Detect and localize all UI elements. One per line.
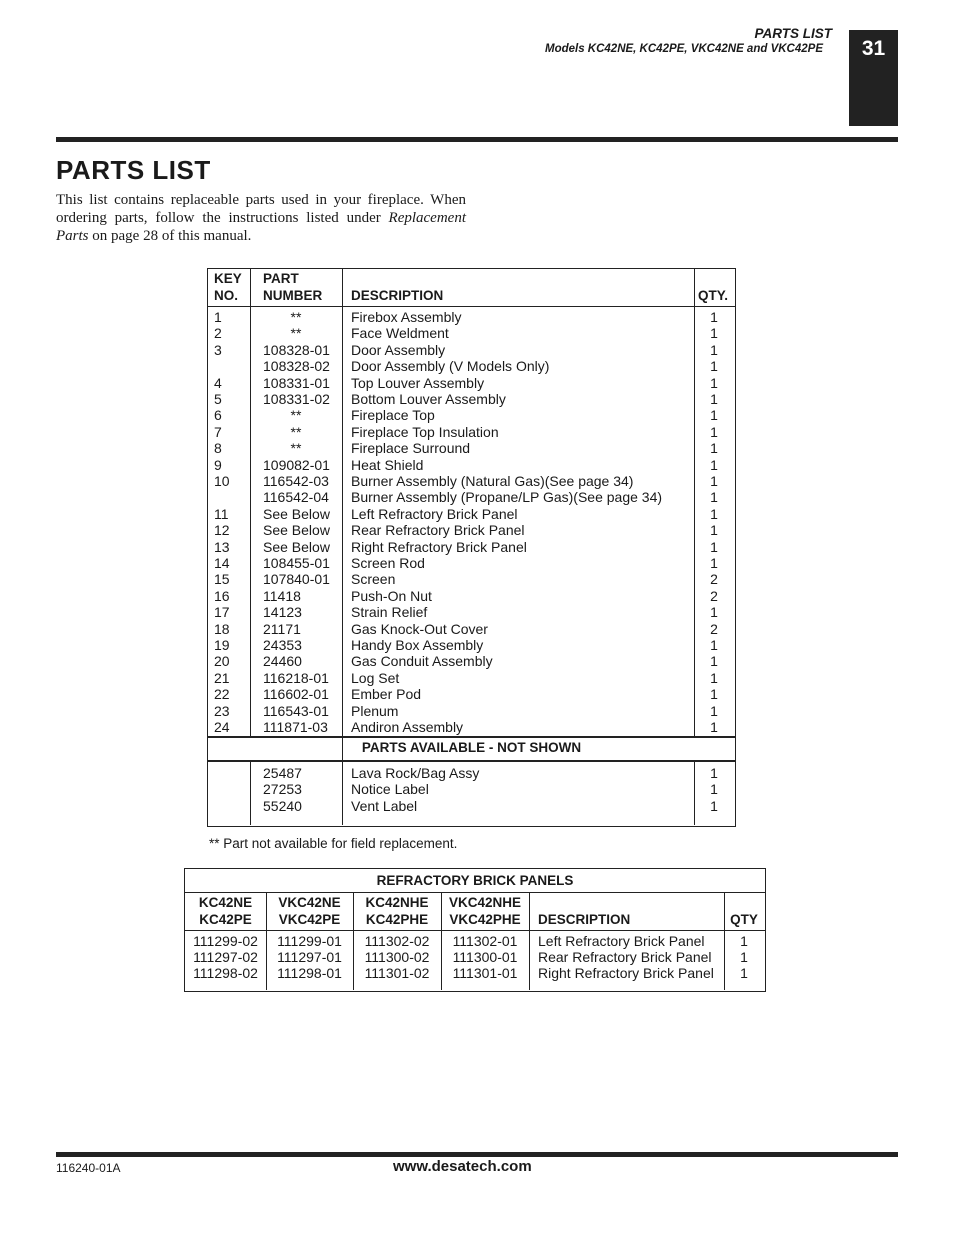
table-row <box>208 375 735 391</box>
description-cell: Right Refractory Brick Panel <box>351 538 527 555</box>
table-row <box>208 424 735 440</box>
table-row <box>208 621 735 637</box>
part-number-cell: 108331-02 <box>263 391 330 407</box>
key-cell: 17 <box>214 604 230 621</box>
description-cell: Vent Label <box>351 797 418 814</box>
key-cell: 11 <box>214 505 229 522</box>
qty-cell: 1 <box>710 765 718 781</box>
brick-header-line: VKC42NHE <box>448 895 522 910</box>
description-cell: Screen Rod <box>351 555 425 571</box>
brick-header-line: KC42PHE <box>365 912 429 927</box>
qty-cell: 1 <box>710 456 718 473</box>
part-number-cell: 25487 <box>263 765 302 781</box>
part-number-cell: 116602-01 <box>263 686 329 703</box>
qty-cell: 1 <box>710 505 718 522</box>
qty-cell: 1 <box>710 653 718 670</box>
brick-cell: 111297-01 <box>277 949 342 965</box>
bottom-rule <box>56 1152 898 1157</box>
intro-text-2: on page 28 of this manual. <box>88 228 252 244</box>
qty-cell: 2 <box>710 571 718 588</box>
part-number-cell: 116218-01 <box>263 669 329 686</box>
band-rule-bottom <box>208 760 735 762</box>
table-row <box>208 440 735 456</box>
table-row <box>208 588 735 604</box>
brick-header-line: KC42NHE <box>365 895 429 910</box>
brick-panels-table <box>184 868 766 992</box>
brick-header-cell <box>353 894 441 928</box>
qty-cell: 1 <box>710 325 718 342</box>
table-row <box>208 457 735 473</box>
key-cell: 21 <box>214 669 230 686</box>
table-row <box>208 637 735 653</box>
part-number-cell: 107840-01 <box>263 571 330 588</box>
brick-header-line <box>724 894 764 911</box>
key-cell: 2 <box>214 325 222 342</box>
brick-cell: 111298-02 <box>193 965 258 981</box>
part-number-cell: 116542-04 <box>263 489 329 506</box>
part-number-cell: 24460 <box>263 653 302 670</box>
part-number-cell: 111871-03 <box>263 719 328 735</box>
brick-header-line: KC42PE <box>199 912 252 927</box>
not-shown-row <box>208 781 735 797</box>
header-key: KEY NO. <box>214 271 242 303</box>
description-cell: Face Weldment <box>351 325 449 342</box>
brick-header-line: DESCRIPTION <box>538 912 631 927</box>
key-cell: 19 <box>214 637 230 653</box>
key-cell: 23 <box>214 702 230 719</box>
key-cell: 7 <box>214 423 222 440</box>
description-cell: Gas Knock-Out Cover <box>351 620 488 637</box>
description-cell: Plenum <box>351 702 399 719</box>
part-number-cell: ** <box>290 423 302 440</box>
key-cell: 14 <box>214 555 230 571</box>
brick-header-line: VKC42NE <box>278 895 341 910</box>
part-number-cell: ** <box>290 309 302 325</box>
qty-cell: 1 <box>710 374 718 391</box>
qty-cell: 1 <box>710 686 718 703</box>
qty-cell: 1 <box>710 407 718 424</box>
qty-cell: 1 <box>710 522 718 539</box>
brick-cell: 111300-01 <box>452 949 518 965</box>
brick-title-rule <box>185 892 765 893</box>
brick-cell: 111300-02 <box>364 949 430 965</box>
brick-header-rule <box>185 930 765 931</box>
key-cell: 12 <box>214 522 230 539</box>
part-number-cell: ** <box>290 407 302 424</box>
qty-cell: 1 <box>710 555 718 571</box>
description-cell: Heat Shield <box>351 456 424 473</box>
brick-cell: 1 <box>740 933 748 949</box>
description-cell: Door Assembly (V Models Only) <box>351 358 550 375</box>
table-row <box>208 325 735 341</box>
description-cell: Fireplace Top <box>351 407 435 424</box>
description-cell: Handy Box Assembly <box>351 637 484 653</box>
part-number-cell: 24353 <box>263 637 302 653</box>
description-cell: Lava Rock/Bag Assy <box>351 765 480 781</box>
intro-text-italic: Replacement Parts <box>56 210 466 244</box>
qty-cell: 1 <box>710 309 718 325</box>
description-cell: Strain Relief <box>351 604 428 621</box>
brick-header-cell <box>724 894 764 928</box>
header-qty: QTY. <box>698 288 729 303</box>
part-number-cell: 14123 <box>263 604 302 621</box>
description-cell: Ember Pod <box>351 686 422 703</box>
key-cell: 3 <box>214 341 222 358</box>
table-row <box>208 670 735 686</box>
description-cell: Log Set <box>351 669 400 686</box>
description-cell: Push-On Nut <box>351 587 432 604</box>
table-row <box>208 358 735 374</box>
brick-header-cell <box>538 894 724 928</box>
brick-cell: 111298-01 <box>277 965 342 981</box>
top-rule <box>56 137 898 142</box>
part-number-cell: 55240 <box>263 797 302 814</box>
brick-table-title: REFRACTORY BRICK PANELS <box>376 873 574 888</box>
qty-cell: 1 <box>710 538 718 555</box>
key-cell: 9 <box>214 456 222 473</box>
intro-paragraph <box>56 191 466 245</box>
page-title: PARTS LIST <box>56 155 211 185</box>
qty-cell: 1 <box>710 489 718 506</box>
brick-header-cell <box>441 894 529 928</box>
table-row <box>208 555 735 571</box>
key-cell: 24 <box>214 719 230 735</box>
part-number-cell: 108331-01 <box>263 374 330 391</box>
qty-cell: 1 <box>710 341 718 358</box>
description-cell: Bottom Louver Assembly <box>351 391 506 407</box>
brick-cell: 111297-02 <box>193 949 258 965</box>
table-row <box>208 522 735 538</box>
table-row <box>208 489 735 505</box>
description-cell: Fireplace Top Insulation <box>351 423 499 440</box>
qty-cell: 1 <box>710 781 718 798</box>
table-row <box>208 473 735 489</box>
part-number-cell: 108455-01 <box>263 555 330 571</box>
qty-cell: 1 <box>710 440 718 457</box>
table-row <box>208 506 735 522</box>
key-cell: 20 <box>214 653 230 670</box>
part-number-cell: 27253 <box>263 781 302 798</box>
description-cell: Notice Label <box>351 781 429 798</box>
qty-cell: 1 <box>710 719 718 735</box>
table-row <box>208 719 735 735</box>
key-cell: 18 <box>214 620 230 637</box>
qty-cell: 2 <box>710 587 718 604</box>
part-number-cell: 116542-03 <box>263 473 329 489</box>
qty-cell: 1 <box>710 391 718 407</box>
running-header-section: PARTS LIST <box>754 26 832 41</box>
brick-cell: Right Refractory Brick Panel <box>538 965 714 981</box>
description-cell: Door Assembly <box>351 341 446 358</box>
description-cell: Left Refractory Brick Panel <box>351 505 518 522</box>
key-cell: 13 <box>214 538 230 555</box>
qty-cell: 1 <box>710 637 718 653</box>
document-number: 116240-01A <box>56 1161 121 1175</box>
description-cell: Andiron Assembly <box>351 719 464 735</box>
qty-cell: 1 <box>710 423 718 440</box>
part-number-cell: 11418 <box>263 587 301 604</box>
part-number-cell: 21171 <box>263 620 301 637</box>
brick-cell: 111301-02 <box>364 965 430 981</box>
key-cell: 16 <box>214 587 230 604</box>
qty-cell: 1 <box>710 702 718 719</box>
brick-cell: 111299-02 <box>193 933 258 949</box>
brick-header-cell <box>185 894 266 928</box>
key-cell: 1 <box>214 309 222 325</box>
qty-cell: 1 <box>710 604 718 621</box>
part-number-cell: ** <box>290 440 302 457</box>
table-row <box>208 391 735 407</box>
brick-col-divider <box>529 892 530 990</box>
description-cell: Firebox Assembly <box>351 309 462 325</box>
header-description: DESCRIPTION <box>351 288 444 303</box>
brick-cell: 111301-01 <box>452 965 518 981</box>
parts-table <box>207 268 736 827</box>
brick-header-line: KC42NE <box>198 895 253 910</box>
table-row <box>208 604 735 620</box>
table-row <box>208 686 735 702</box>
key-cell: 10 <box>214 473 230 489</box>
brick-cell: Rear Refractory Brick Panel <box>538 949 712 965</box>
part-number-cell: See Below <box>263 505 330 522</box>
description-cell: Screen <box>351 571 396 588</box>
part-number-cell: 116543-01 <box>263 702 329 719</box>
brick-header-line <box>538 894 724 911</box>
brick-cell: 111299-01 <box>277 933 342 949</box>
table-row <box>208 539 735 555</box>
brick-header-line: VKC42PE <box>278 912 341 927</box>
brick-header-cell <box>266 894 353 928</box>
intro-text-1: This list contains replaceable parts used in your fireplace. When ordering parts, follow the instructions listed under <box>56 192 466 226</box>
description-cell: Top Louver Assembly <box>351 374 485 391</box>
description-cell: Gas Conduit Assembly <box>351 653 493 670</box>
running-header-models: Models KC42NE, KC42PE, VKC42NE and VKC42PE <box>544 43 823 55</box>
description-cell: Rear Refractory Brick Panel <box>351 522 525 539</box>
key-cell: 22 <box>214 686 230 703</box>
table-row <box>208 309 735 325</box>
table-row <box>208 407 735 423</box>
description-cell: Burner Assembly (Propane/LP Gas)(See page 34) <box>351 489 663 506</box>
brick-cell: 111302-02 <box>364 933 430 949</box>
key-cell: 15 <box>214 571 230 588</box>
table-row <box>208 703 735 719</box>
qty-cell: 1 <box>710 797 718 814</box>
page-number-tab: 31 <box>849 30 898 126</box>
brick-header-line: VKC42PHE <box>449 912 521 927</box>
footnote: ** Part not available for field replacement. <box>209 836 458 851</box>
brick-header-line: QTY <box>730 912 758 927</box>
table-row <box>208 653 735 669</box>
part-number-cell: See Below <box>263 538 330 555</box>
key-cell: 4 <box>214 374 222 391</box>
table-row <box>208 571 735 587</box>
header-part-number: PART NUMBER <box>263 271 323 303</box>
not-shown-row <box>208 798 735 814</box>
brick-cell: 1 <box>740 949 748 965</box>
key-cell: 8 <box>214 440 222 457</box>
brick-cell: 1 <box>740 965 748 981</box>
key-cell: 5 <box>214 391 222 407</box>
website: www.desatech.com <box>393 1158 532 1175</box>
part-number-cell: 108328-02 <box>263 358 330 375</box>
table-row <box>208 342 735 358</box>
not-shown-row <box>208 765 735 781</box>
key-cell: 6 <box>214 407 222 424</box>
part-number-cell: 108328-01 <box>263 341 330 358</box>
part-number-cell: 109082-01 <box>263 456 330 473</box>
not-shown-title: PARTS AVAILABLE - NOT SHOWN <box>361 740 582 755</box>
description-cell: Burner Assembly (Natural Gas)(See page 34) <box>351 473 634 489</box>
header-rule <box>208 306 735 307</box>
qty-cell: 1 <box>710 669 718 686</box>
part-number-cell: See Below <box>263 522 330 539</box>
part-number-cell: ** <box>290 325 302 342</box>
description-cell: Fireplace Surround <box>351 440 471 457</box>
brick-cell: 111302-01 <box>452 933 518 949</box>
brick-cell: Left Refractory Brick Panel <box>538 933 705 949</box>
qty-cell: 1 <box>710 473 718 489</box>
qty-cell: 1 <box>710 358 718 375</box>
qty-cell: 2 <box>710 620 718 637</box>
